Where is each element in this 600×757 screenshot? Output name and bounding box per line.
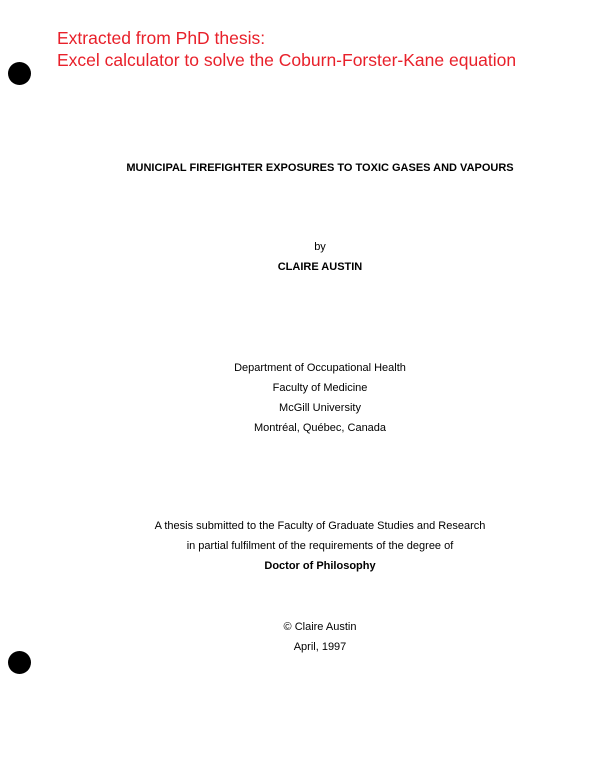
submission-line-1: A thesis submitted to the Faculty of Graduate Studies and Research	[154, 520, 486, 532]
thesis-title: MUNICIPAL FIREFIGHTER EXPOSURES TO TOXIC GASES AND VAPOURS	[126, 162, 514, 174]
university: McGill University	[279, 402, 361, 414]
affiliation-block	[20, 358, 600, 438]
by-label: by	[314, 241, 326, 253]
annotation-line-2: Excel calculator to solve the Coburn-Forster-Kane equation	[57, 50, 517, 70]
punch-hole-top	[8, 62, 31, 85]
faculty: Faculty of Medicine	[272, 382, 368, 394]
department: Department of Occupational Health	[234, 362, 406, 374]
location: Montréal, Québec, Canada	[253, 422, 387, 434]
copyright-date: April, 1997	[293, 641, 347, 653]
annotation-line-1: Extracted from PhD thesis:	[57, 28, 266, 48]
submission-statement	[20, 516, 600, 576]
submission-line-2: in partial fulfilment of the requirements of the degree of	[186, 540, 454, 552]
copyright-block	[20, 617, 600, 657]
annotation-note	[57, 27, 597, 71]
byline	[20, 237, 600, 277]
degree-name: Doctor of Philosophy	[264, 560, 376, 572]
author-name: CLAIRE AUSTIN	[277, 261, 363, 273]
copyright-holder: © Claire Austin	[283, 621, 357, 633]
